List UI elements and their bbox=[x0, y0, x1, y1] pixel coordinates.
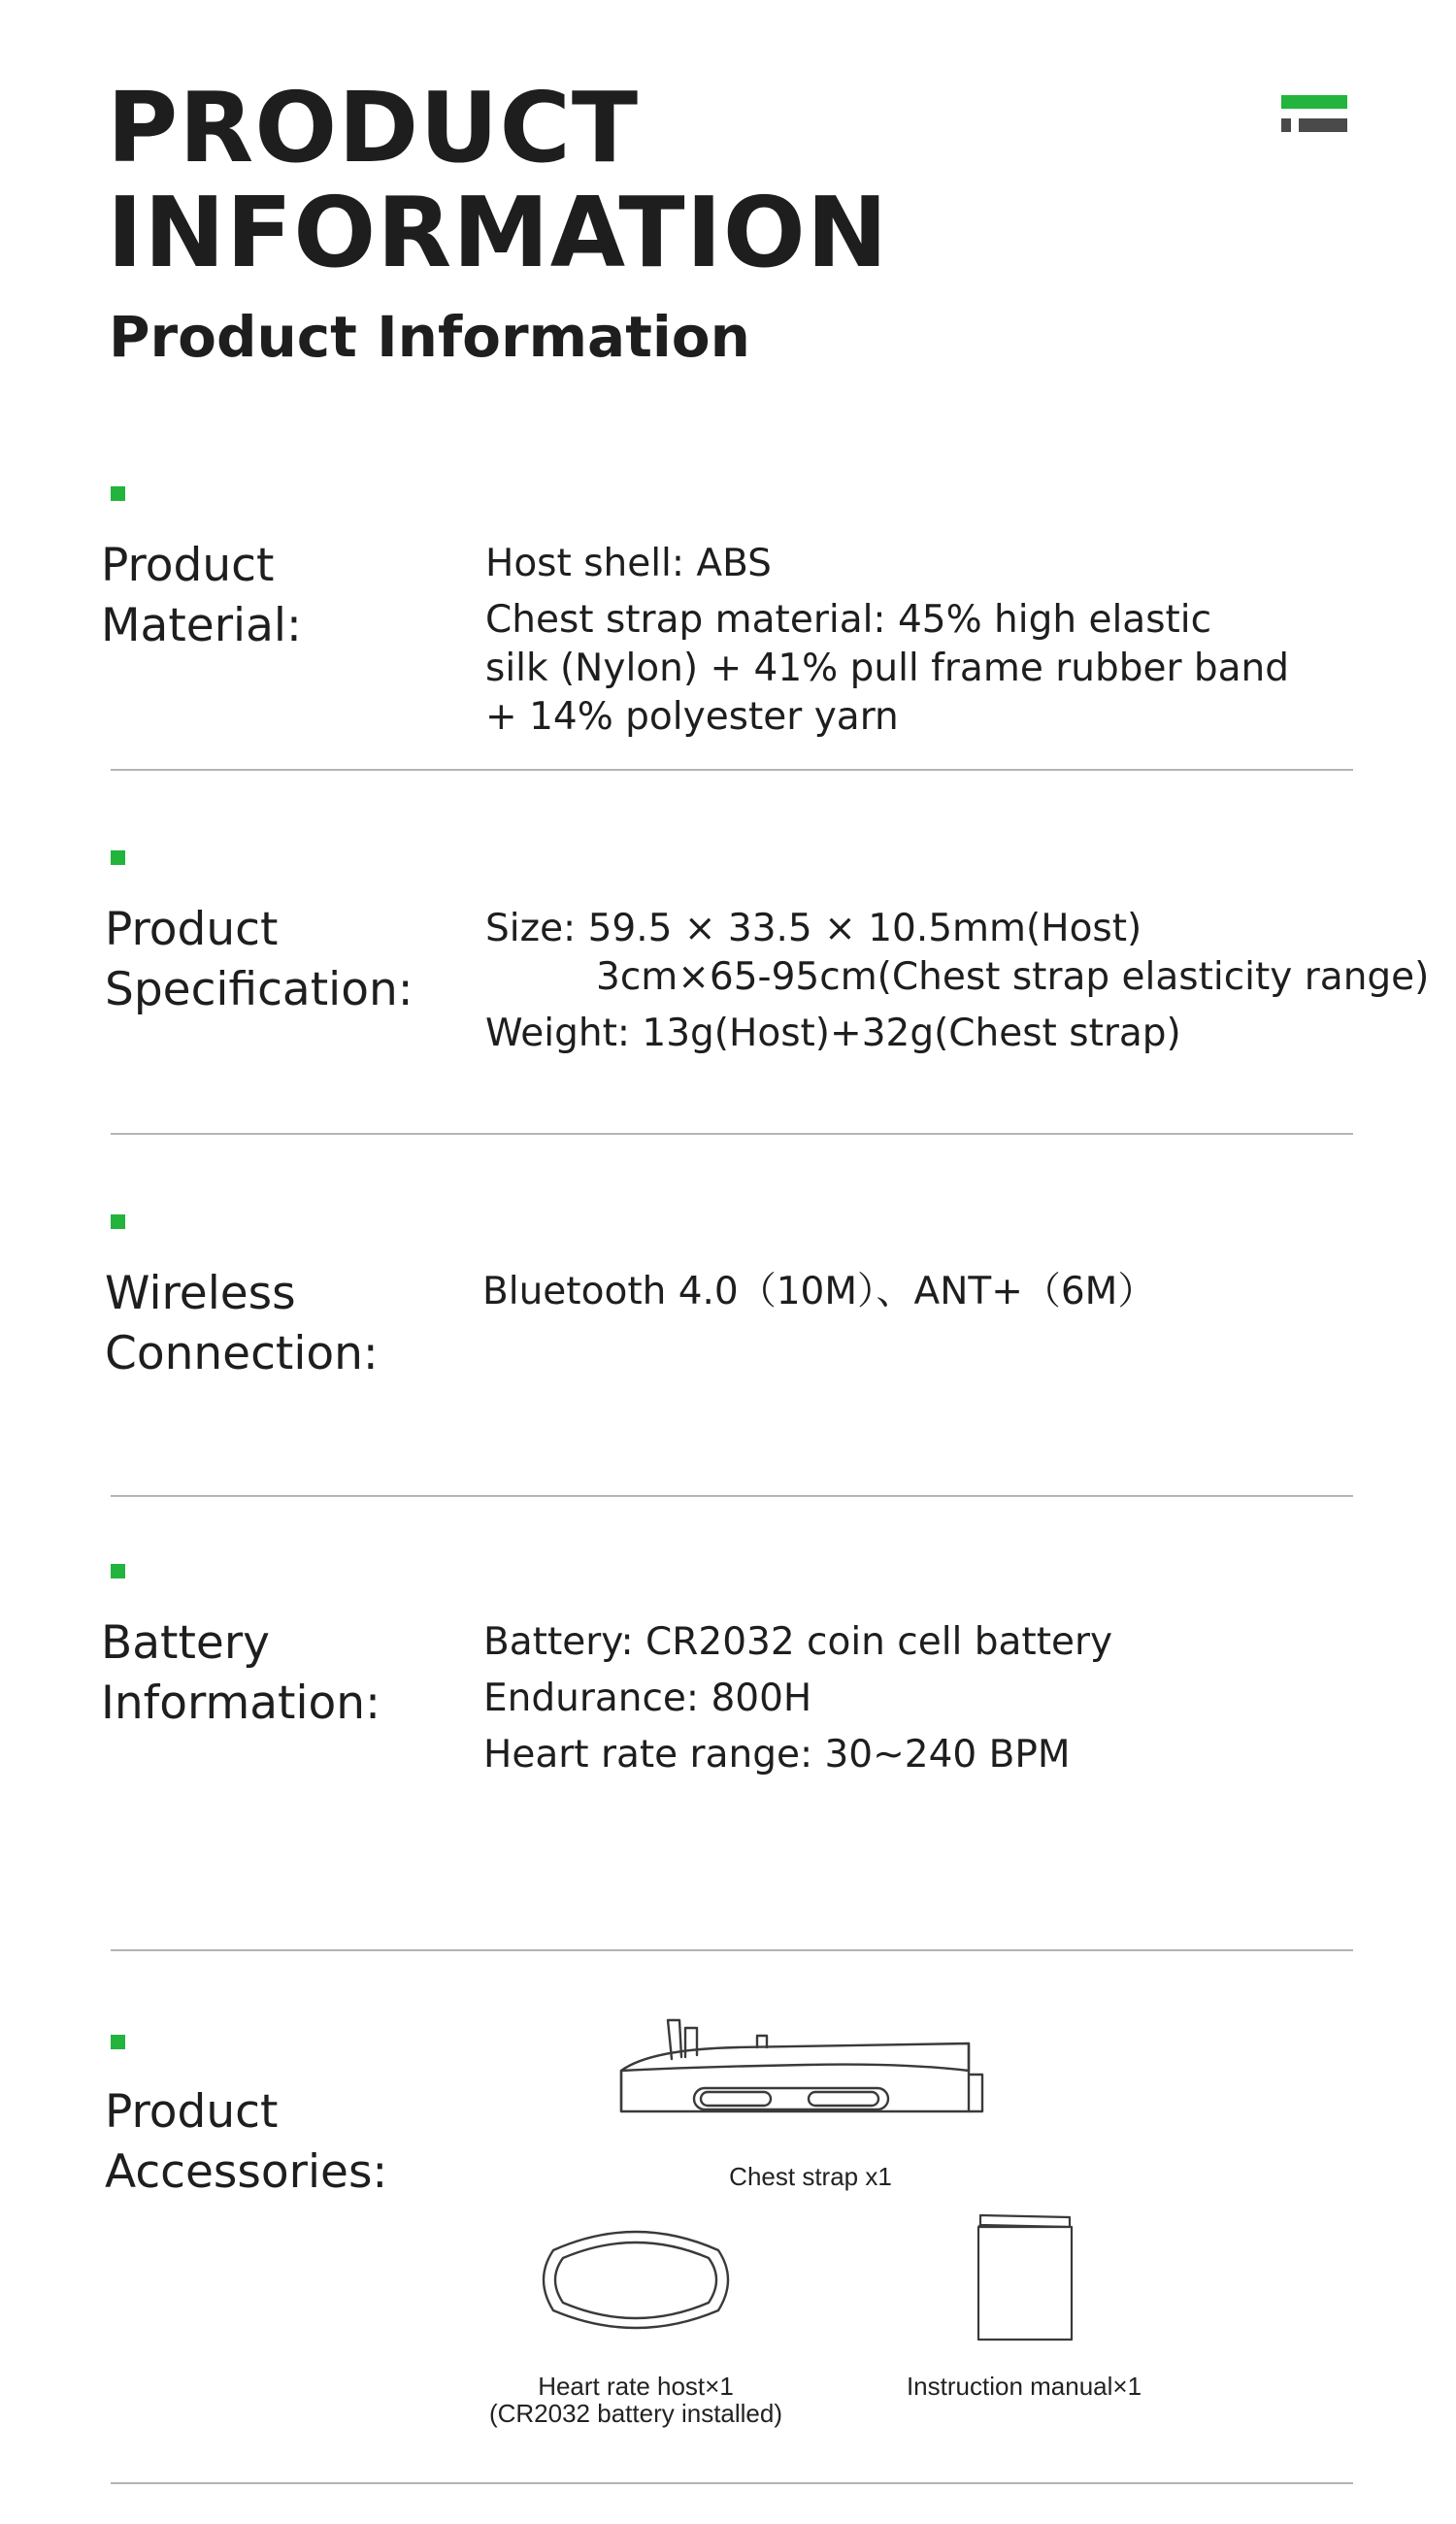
wireless-value: Bluetooth 4.0（10M）、ANT+（6M） bbox=[482, 1270, 1156, 1313]
material-host-shell: Host shell: ABS bbox=[485, 542, 772, 585]
battery-heart-rate-range: Heart rate range: 30~240 BPM bbox=[483, 1733, 1071, 1777]
page-subtitle: Product Information bbox=[109, 304, 750, 370]
section-label-specification bbox=[105, 900, 414, 1020]
logo-dark-dot bbox=[1281, 118, 1291, 132]
heart-rate-host-icon bbox=[534, 2221, 738, 2338]
section-bullet-icon bbox=[111, 2035, 125, 2049]
label-line: Wireless bbox=[105, 1267, 296, 1320]
battery-endurance: Endurance: 800H bbox=[483, 1677, 812, 1720]
section-bullet-icon bbox=[111, 1214, 125, 1229]
section-divider bbox=[111, 769, 1353, 771]
label-line: Product bbox=[105, 2085, 279, 2139]
logo-green-bar bbox=[1281, 95, 1347, 109]
battery-type: Battery: CR2032 coin cell battery bbox=[483, 1620, 1113, 1664]
spec-size: Size: 59.5 × 33.5 × 10.5mm(Host) bbox=[485, 907, 1142, 950]
section-label-battery bbox=[101, 1613, 381, 1734]
title-line-2: INFORMATION bbox=[107, 176, 889, 289]
caption-host-line1: Heart rate host×1 bbox=[538, 2372, 734, 2401]
spec-weight: Weight: 13g(Host)+32g(Chest strap) bbox=[485, 1012, 1181, 1055]
brand-logo-icon bbox=[1281, 95, 1347, 136]
label-line: Specification: bbox=[105, 963, 414, 1016]
caption-host bbox=[456, 2373, 815, 2427]
spec-strap-range: 3cm×65-95cm(Chest strap elasticity range) bbox=[596, 955, 1430, 999]
material-chest-strap-line: Chest strap material: 45% high elastic bbox=[485, 598, 1212, 642]
section-divider bbox=[111, 1133, 1353, 1135]
page-title bbox=[107, 71, 889, 289]
section-bullet-icon bbox=[111, 850, 125, 865]
section-label-wireless bbox=[105, 1264, 379, 1384]
label-line: Information: bbox=[101, 1677, 381, 1730]
section-bullet-icon bbox=[111, 1564, 125, 1578]
caption-manual: Instruction manual×1 bbox=[906, 2372, 1142, 2401]
label-line: Connection: bbox=[105, 1327, 379, 1380]
title-line-1: PRODUCT bbox=[107, 71, 640, 184]
section-label-accessories bbox=[105, 2082, 387, 2203]
section-label-material bbox=[101, 536, 302, 656]
caption-host-line2: (CR2032 battery installed) bbox=[488, 2399, 783, 2428]
label-line: Material: bbox=[101, 599, 302, 652]
specification-value bbox=[485, 905, 1429, 1058]
label-line: Product bbox=[105, 903, 279, 956]
logo-dark-bar bbox=[1299, 118, 1347, 132]
label-line: Battery bbox=[101, 1616, 270, 1670]
section-divider bbox=[111, 1949, 1353, 1951]
section-bullet-icon bbox=[111, 486, 125, 501]
section-divider bbox=[111, 1495, 1353, 1497]
caption-chest-strap: Chest strap x1 bbox=[729, 2162, 892, 2191]
label-line: Product bbox=[101, 539, 275, 592]
battery-value bbox=[483, 1618, 1112, 1779]
chest-strap-icon bbox=[612, 2014, 1009, 2126]
instruction-manual-icon bbox=[971, 2213, 1077, 2341]
material-chest-strap-line: silk (Nylon) + 41% pull frame rubber band bbox=[485, 647, 1290, 690]
section-divider bbox=[111, 2482, 1353, 2484]
material-value bbox=[485, 540, 1289, 742]
label-line: Accessories: bbox=[105, 2145, 388, 2199]
material-chest-strap-line: + 14% polyester yarn bbox=[485, 695, 899, 739]
